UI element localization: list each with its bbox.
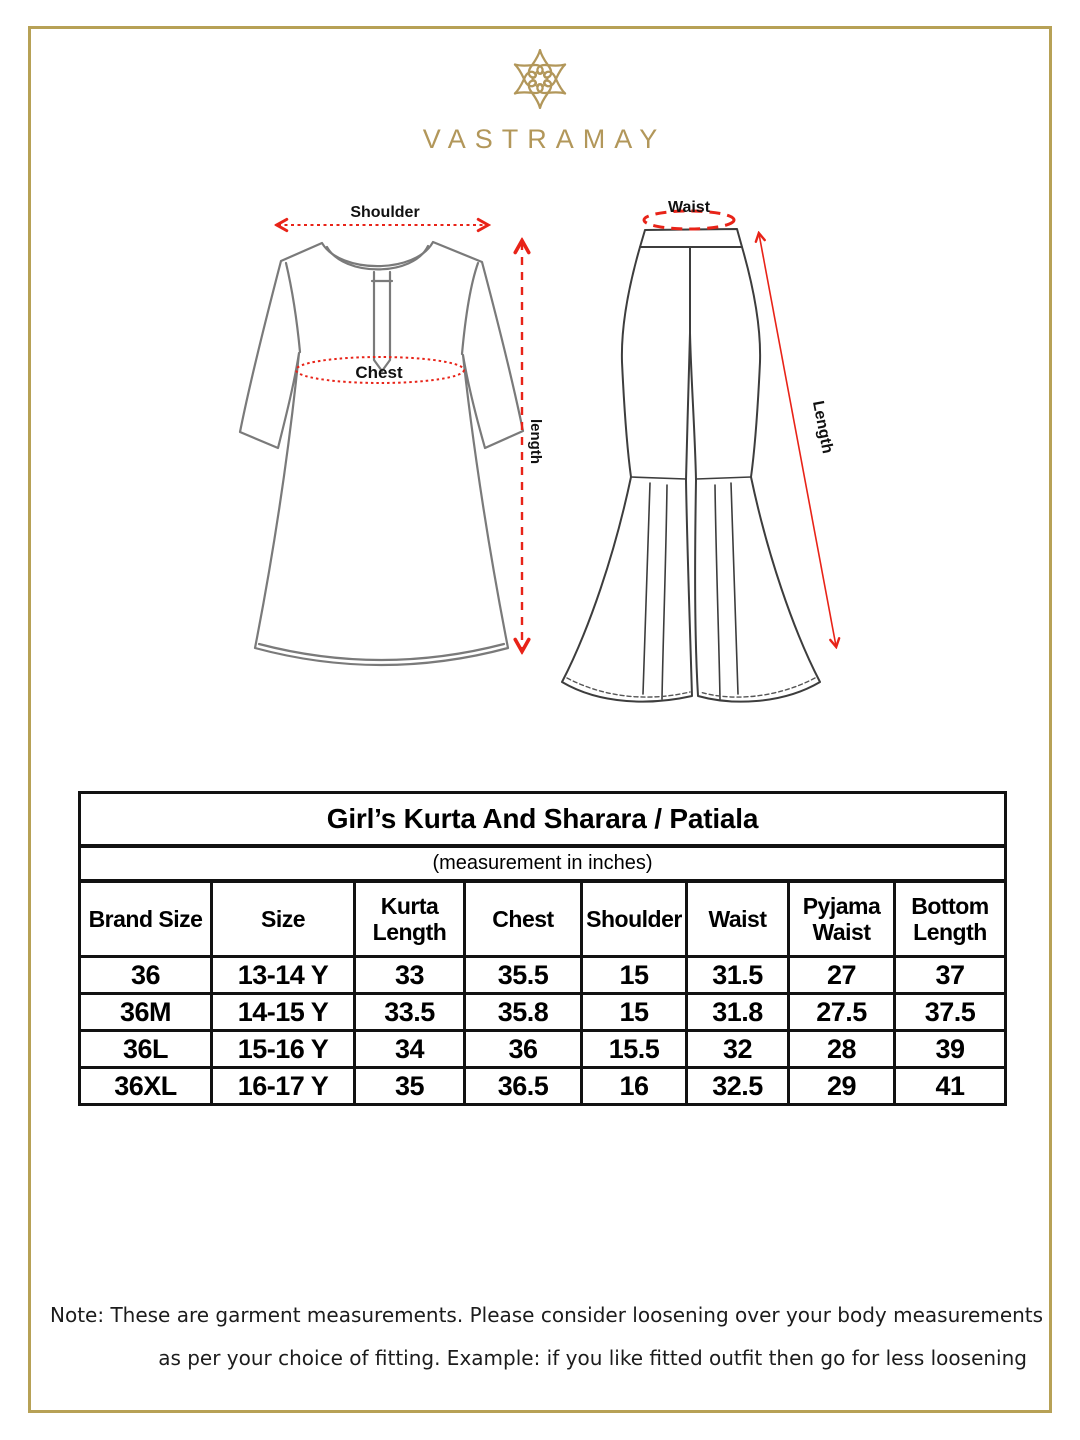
size-cell: 32.5 [687, 1068, 789, 1105]
size-cell: 31.8 [687, 994, 789, 1031]
size-cell: 34 [355, 1031, 465, 1068]
size-cell: 27.5 [789, 994, 895, 1031]
size-cell: 27 [789, 957, 895, 994]
size-cell: 36L [80, 1031, 212, 1068]
kurta-diagram [240, 242, 523, 665]
column-header: Waist [687, 881, 789, 957]
sharara-waistband [640, 229, 742, 247]
size-row [80, 1031, 1006, 1068]
size-cell: 35.8 [465, 994, 582, 1031]
size-cell: 41 [895, 1068, 1006, 1105]
shoulder-label: Shoulder [350, 204, 420, 221]
size-cell: 31.5 [687, 957, 789, 994]
size-cell: 37 [895, 957, 1006, 994]
sharara-length-label: Length [808, 399, 836, 455]
column-header: Shoulder [582, 881, 687, 957]
size-cell: 15 [582, 957, 687, 994]
note-line-1: Note: These are garment measurements. Please consider loosening over your body measurements [50, 1303, 1044, 1327]
size-cell: 36.5 [465, 1068, 582, 1105]
size-cell: 33 [355, 957, 465, 994]
size-cell: 16 [582, 1068, 687, 1105]
size-table-title: Girl’s Kurta And Sharara / Patiala [80, 793, 1006, 847]
sharara-left-leg [562, 247, 692, 702]
size-table-header-row [80, 881, 1006, 957]
column-header: Chest [465, 881, 582, 957]
size-cell: 29 [789, 1068, 895, 1105]
size-cell: 36 [80, 957, 212, 994]
size-table-subtitle: (measurement in inches) [80, 846, 1006, 881]
column-header: Brand Size [80, 881, 212, 957]
column-header: Bottom Length [895, 881, 1006, 957]
size-cell: 36XL [80, 1068, 212, 1105]
note-text [50, 1294, 1044, 1380]
size-cell: 28 [789, 1031, 895, 1068]
size-cell: 32 [687, 1031, 789, 1068]
sharara-right-leg [690, 247, 820, 702]
column-header: Pyjama Waist [789, 881, 895, 957]
size-cell: 35.5 [465, 957, 582, 994]
column-header: Size [212, 881, 355, 957]
sharara-diagram [562, 229, 820, 702]
size-cell: 14-15 Y [212, 994, 355, 1031]
size-row [80, 1068, 1006, 1105]
kurta-length-label: length [527, 419, 544, 464]
size-cell: 13-14 Y [212, 957, 355, 994]
waist-label: Waist [667, 199, 711, 216]
size-cell: 37.5 [895, 994, 1006, 1031]
size-cell: 15.5 [582, 1031, 687, 1068]
chest-label: Chest [355, 363, 403, 382]
note-line-2: as per your choice of fitting. Example: if you like fitted outfit then go for less loosening [158, 1346, 1027, 1370]
size-table-body [80, 957, 1006, 1105]
size-row [80, 957, 1006, 994]
size-row [80, 994, 1006, 1031]
size-cell: 35 [355, 1068, 465, 1105]
size-cell: 15-16 Y [212, 1031, 355, 1068]
size-cell: 16-17 Y [212, 1068, 355, 1105]
kurta-outline [240, 242, 523, 665]
size-table [78, 791, 1007, 1106]
size-cell: 36M [80, 994, 212, 1031]
size-cell: 15 [582, 994, 687, 1031]
size-cell: 36 [465, 1031, 582, 1068]
size-cell: 39 [895, 1031, 1006, 1068]
column-header: Kurta Length [355, 881, 465, 957]
size-cell: 33.5 [355, 994, 465, 1031]
brand-wordmark: VASTRAMAY [422, 124, 667, 154]
